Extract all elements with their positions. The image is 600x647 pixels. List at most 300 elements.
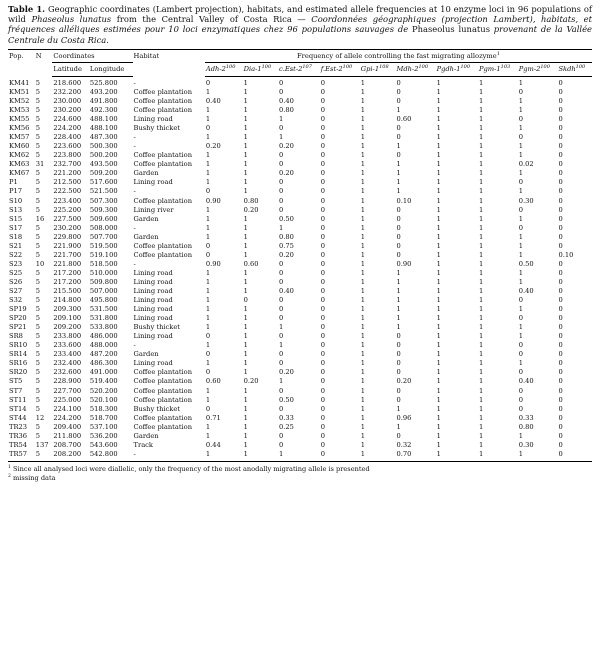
cell-habitat: Bushy thicket: [133, 323, 180, 332]
col-pop-header: Pop.: [8, 49, 35, 76]
cell-skdh: 0: [558, 359, 563, 368]
header-row-2: [8, 62, 592, 76]
table-row: [8, 251, 592, 260]
cell-n: 5: [35, 78, 41, 87]
cell-pop: S17: [9, 223, 23, 232]
cell-adh-2: 1: [205, 178, 211, 187]
cell-skdh: 0: [558, 78, 563, 87]
cell-habitat: Coffee plantation: [133, 413, 193, 422]
cell-c-est-2: 0.25: [278, 422, 294, 431]
cell-skdh: 0: [558, 332, 563, 341]
cell-pgdh-1: 1: [436, 431, 441, 440]
cell-gpi-1: 1: [360, 431, 366, 440]
cell-latitude: 209.200: [53, 323, 82, 332]
cell-mdh-2: 0: [396, 368, 401, 377]
cell-pgdh-1: 1: [436, 450, 478, 462]
cell-longitude: 520.100: [89, 395, 118, 404]
cell-skdh: 0: [558, 124, 563, 133]
cell-f-est-2: 0: [320, 214, 326, 223]
cell-pgm-2: 0: [518, 133, 523, 142]
cell-dia-1: 0.20: [243, 377, 259, 386]
cell-gpi-1: 1: [360, 232, 366, 241]
cell-pgm-1: 1: [479, 413, 484, 422]
cell-f-est-2: 0: [320, 296, 326, 305]
cell-c-est-2: 0.75: [278, 241, 294, 250]
cell-dia-1: 1: [243, 332, 248, 341]
caption-text-en-2: from the Central Valley of Costa Rica —: [111, 14, 312, 25]
cell-pgm-1: 1: [479, 332, 484, 341]
cell-n: 5: [35, 169, 41, 178]
cell-f-est-2: 0: [320, 341, 326, 350]
cell-f-est-2: 0: [320, 377, 326, 386]
cell-adh-2: 1: [205, 160, 211, 169]
cell-adh-2: 0: [205, 187, 211, 196]
table-row: [8, 97, 592, 106]
cell-c-est-2: 0: [278, 431, 284, 440]
cell-f-est-2: 0: [320, 368, 326, 377]
footnote-2-text: missing data: [10, 473, 56, 482]
cell-adh-2: 1: [205, 395, 211, 404]
cell-pop: P1: [9, 178, 18, 187]
cell-latitude: 223.600: [53, 142, 82, 151]
cell-skdh: 0: [558, 106, 563, 115]
cell-pgdh-1: 1: [436, 223, 441, 232]
cell-pgdh-1: 1: [436, 160, 441, 169]
cell-gpi-1: 1: [360, 78, 366, 87]
locus-allele-sup: 100: [460, 63, 471, 70]
cell-f-est-2: 0: [320, 169, 326, 178]
cell-skdh: 0: [558, 386, 563, 395]
table-row: [8, 432, 592, 441]
cell-pop: SP20: [9, 314, 27, 323]
table-row: [8, 115, 592, 124]
cell-n: 5: [35, 124, 41, 133]
col-locus-header: [396, 62, 436, 76]
cell-habitat: Lining road: [133, 268, 173, 277]
cell-mdh-2: 1: [396, 305, 401, 314]
cell-c-est-2: 0.20: [278, 169, 294, 178]
cell-longitude: 519.100: [89, 250, 118, 259]
table-row: [8, 260, 592, 269]
cell-pgm-2: 1: [518, 232, 523, 241]
cell-pgm-2: 0.50: [518, 259, 534, 268]
cell-pgm-2: 1: [518, 106, 523, 115]
cell-gpi-1: 1: [360, 151, 366, 160]
cell-pgm-2: 1: [518, 142, 523, 151]
cell-gpi-1: 1: [360, 250, 366, 259]
cell-latitude: 211.800: [53, 431, 82, 440]
cell-f-est-2: 0: [320, 160, 326, 169]
locus-name: Dia-1: [243, 64, 262, 73]
cell-adh-2: 1: [205, 386, 211, 395]
cell-f-est-2: 0: [320, 386, 326, 395]
cell-pgm-2: 1: [518, 305, 523, 314]
locus-allele-sup: 100: [261, 63, 272, 70]
cell-pgm-2: 1: [518, 97, 523, 105]
cell-adh-2: 0: [205, 78, 211, 87]
locus-allele-sup: 100: [225, 63, 236, 70]
cell-gpi-1: 1: [360, 413, 366, 422]
cell-mdh-2: 0: [396, 205, 401, 214]
cell-n: 5: [35, 87, 41, 96]
cell-longitude: 493.200: [89, 87, 118, 96]
cell-mdh-2: 0: [396, 232, 401, 241]
cell-latitude: 221.200: [53, 169, 82, 178]
cell-n: 5: [35, 332, 41, 341]
col-locus-header: [557, 62, 592, 76]
cell-pgm-1: 1: [479, 323, 484, 332]
cell-habitat: Lining road: [133, 314, 173, 323]
cell-habitat: Lining road: [133, 115, 173, 124]
cell-gpi-1: 1: [360, 323, 366, 332]
cell-habitat: Coffee plantation: [133, 395, 193, 404]
cell-skdh: 0: [558, 305, 563, 314]
cell-gpi-1: 1: [360, 268, 366, 277]
locus-name: Pgdh-1: [436, 64, 461, 73]
table-row: [8, 124, 592, 133]
cell-longitude: 495.800: [89, 296, 118, 305]
cell-dia-1: 1: [243, 323, 248, 332]
cell-f-est-2: 0: [320, 323, 326, 332]
table-row: [8, 350, 592, 359]
cell-skdh: 0: [558, 440, 563, 449]
cell-pgdh-1: 1: [436, 413, 441, 422]
cell-pgdh-1: 1: [436, 350, 441, 359]
cell-f-est-2: 0: [320, 196, 326, 205]
cell-pgm-2: 1: [518, 151, 523, 160]
cell-latitude: 232.600: [53, 368, 82, 377]
cell-gpi-1: 1: [360, 87, 366, 96]
cell-latitude: 225.000: [53, 395, 82, 404]
table-row: [8, 178, 592, 187]
table-row: [8, 396, 592, 405]
cell-latitude: 217.200: [53, 268, 82, 277]
table-row: [8, 197, 592, 206]
cell-pop: SP19: [9, 305, 27, 314]
cell-gpi-1: 1: [360, 422, 366, 431]
cell-latitude: 224.100: [53, 404, 82, 413]
cell-gpi-1: 1: [360, 350, 366, 359]
locus-allele-sup: 100: [575, 63, 586, 70]
cell-gpi-1: 1: [360, 404, 366, 413]
cell-skdh: 0: [558, 87, 563, 96]
cell-skdh: 0.10: [558, 250, 574, 259]
cell-adh-2: 0: [205, 404, 211, 413]
cell-mdh-2: 0: [396, 332, 401, 341]
col-locus-header: [278, 62, 320, 76]
cell-pgdh-1: 1: [436, 296, 441, 305]
col-coordinates-header: Coordinates: [52, 49, 132, 62]
cell-dia-1: 1: [243, 286, 248, 295]
cell-adh-2: 1: [205, 296, 211, 305]
cell-longitude: 488.000: [89, 341, 118, 350]
cell-pop: TR23: [9, 422, 28, 431]
cell-pgdh-1: 1: [436, 286, 441, 295]
cell-mdh-2: 1: [396, 422, 401, 431]
table-row: [8, 368, 592, 377]
cell-adh-2: 1: [205, 277, 211, 286]
cell-pgm-2: 0: [518, 115, 523, 124]
cell-f-est-2: 0: [320, 332, 326, 341]
cell-dia-1: 1: [243, 413, 248, 422]
cell-pgm-2: 1: [518, 241, 523, 250]
cell-pgm-2: 1: [518, 250, 523, 259]
cell-pgm-2: 1: [518, 214, 523, 223]
cell-pgdh-1: 1: [436, 314, 441, 323]
cell-pgm-1: 1: [479, 214, 484, 223]
cell-dia-1: 1: [243, 178, 248, 187]
cell-n: 5: [35, 232, 41, 241]
cell-pop: KM62: [9, 151, 30, 160]
cell-c-est-2: 0.50: [278, 214, 294, 223]
cell-pgm-1: 1: [479, 160, 484, 169]
cell-latitude: 230.200: [53, 223, 82, 232]
cell-pgm-1: 1: [479, 305, 484, 314]
cell-c-est-2: 0.50: [278, 395, 294, 404]
cell-latitude: 208.200: [52, 450, 89, 462]
table-row: [8, 269, 592, 278]
cell-longitude: 510.000: [89, 268, 118, 277]
cell-mdh-2: 0.10: [396, 196, 412, 205]
cell-n: 5: [35, 404, 41, 413]
table-row: [8, 169, 592, 178]
cell-pgdh-1: 1: [436, 359, 441, 368]
cell-latitude: 225.200: [53, 205, 82, 214]
cell-skdh: 0: [558, 314, 563, 323]
cell-latitude: 233.800: [53, 332, 82, 341]
cell-dia-1: 1: [243, 314, 248, 323]
locus-allele-sup: 100: [342, 63, 353, 70]
cell-habitat: Coffee plantation: [133, 250, 193, 259]
cell-latitude: 230.200: [53, 106, 82, 115]
cell-pgm-1: 1: [479, 395, 484, 404]
cell-pgdh-1: 1: [436, 106, 441, 115]
cell-pgm-2: 0: [518, 314, 523, 323]
cell-habitat: Lining road: [133, 296, 173, 305]
locus-allele-sup: 103: [500, 63, 511, 70]
cell-latitude: 228.400: [53, 133, 82, 142]
cell-skdh: 0: [558, 268, 563, 277]
cell-latitude: 217.200: [53, 277, 82, 286]
cell-pgm-2: 0: [518, 368, 523, 377]
cell-pgm-2: 0: [518, 205, 523, 214]
cell-mdh-2: 1: [396, 106, 401, 115]
cell-dia-1: 1: [243, 160, 248, 169]
cell-dia-1: 1: [243, 277, 248, 286]
cell-n: 5: [35, 286, 41, 295]
cell-skdh: 0: [558, 160, 563, 169]
cell-latitude: 208.700: [53, 440, 82, 449]
cell-skdh: 0: [558, 223, 563, 232]
cell-longitude: 491.800: [89, 97, 118, 105]
cell-latitude: 221.900: [53, 241, 82, 250]
locus-name: f.Est-2: [320, 64, 343, 73]
cell-longitude: 507.300: [89, 196, 118, 205]
cell-dia-1: 1: [243, 214, 248, 223]
cell-latitude: 227.700: [53, 386, 82, 395]
cell-c-est-2: 0.20: [278, 250, 294, 259]
cell-c-est-2: 0: [278, 386, 284, 395]
cell-latitude: 232.400: [53, 359, 82, 368]
cell-pgdh-1: 1: [436, 187, 441, 196]
cell-longitude: 531.800: [89, 314, 118, 323]
cell-habitat: Lining road: [133, 286, 173, 295]
cell-f-est-2: 0: [320, 314, 326, 323]
cell-mdh-2: 0: [396, 241, 401, 250]
locus-name: c.Est-2: [278, 64, 303, 73]
cell-mdh-2: 0.32: [396, 440, 412, 449]
cell-longitude: 509.200: [89, 169, 118, 178]
cell-mdh-2: 1: [396, 286, 401, 295]
cell-pgdh-1: 1: [436, 87, 441, 96]
cell-pgm-1: 1: [479, 368, 484, 377]
cell-pgm-1: 1: [479, 133, 484, 142]
cell-latitude: 223.800: [53, 151, 82, 160]
cell-latitude: 228.900: [53, 377, 82, 386]
cell-n: 5: [35, 250, 41, 259]
cell-skdh: 0: [558, 151, 563, 160]
cell-dia-1: 1: [243, 268, 248, 277]
cell-longitude: 519.400: [89, 377, 118, 386]
cell-pgm-1: 1: [479, 286, 484, 295]
table-row: [8, 287, 592, 296]
locus-name: Skdh: [558, 64, 576, 73]
cell-f-est-2: 0: [320, 187, 326, 196]
locus-name: Pgm-1: [479, 64, 501, 73]
cell-adh-2: 1: [205, 323, 211, 332]
cell-c-est-2: 0.40: [278, 286, 294, 295]
cell-mdh-2: 1: [396, 296, 401, 305]
cell-pgm-1: 1: [479, 350, 484, 359]
cell-adh-2: 1: [205, 223, 211, 232]
cell-f-est-2: 0: [320, 178, 326, 187]
col-longitude-header: Longitude: [89, 62, 133, 76]
cell-pop: KM63: [9, 160, 30, 169]
cell-gpi-1: 1: [360, 341, 366, 350]
cell-pgdh-1: 1: [436, 332, 441, 341]
cell-n: 5: [35, 341, 41, 350]
table-row: [8, 133, 592, 142]
cell-pop: ST14: [9, 404, 27, 413]
cell-habitat: Garden: [133, 350, 159, 359]
cell-habitat: Coffee plantation: [133, 106, 193, 115]
cell-adh-2: 0.60: [205, 377, 221, 386]
cell-pgm-2: 0: [518, 404, 523, 413]
cell-pgm-1: 1: [479, 196, 484, 205]
cell-pgdh-1: 1: [436, 259, 441, 268]
table-row: [8, 142, 592, 151]
cell-skdh: 0: [558, 431, 563, 440]
cell-c-est-2: 1: [278, 377, 284, 386]
cell-c-est-2: 1: [278, 341, 284, 350]
table-row: [8, 106, 592, 115]
table-row: [8, 76, 592, 88]
cell-pgdh-1: 1: [436, 377, 441, 386]
cell-adh-2: 0.90: [205, 259, 221, 268]
cell-c-est-2: 0.80: [278, 232, 294, 241]
cell-adh-2: 1: [205, 133, 211, 142]
cell-adh-2: 0.44: [205, 440, 221, 449]
cell-pgm-1: 1: [479, 97, 484, 105]
cell-longitude: 488.100: [89, 115, 118, 124]
cell-longitude: 486.300: [89, 359, 118, 368]
cell-gpi-1: 1: [360, 169, 366, 178]
cell-skdh: 0: [558, 286, 563, 295]
cell-habitat: -: [133, 341, 136, 350]
cell-latitude: 209.100: [53, 314, 82, 323]
cell-habitat: Track: [133, 440, 153, 449]
cell-n: 5: [35, 377, 41, 386]
cell-dia-1: 1: [243, 422, 248, 431]
cell-gpi-1: 1: [360, 440, 366, 449]
cell-dia-1: 1: [243, 440, 248, 449]
cell-pgm-1: 1: [479, 223, 484, 232]
cell-c-est-2: 0.80: [278, 106, 294, 115]
cell-longitude: 507.700: [89, 232, 118, 241]
cell-dia-1: 1: [243, 368, 248, 377]
header-row-1: [8, 49, 592, 62]
cell-longitude: 520.200: [89, 386, 118, 395]
cell-pop: S27: [9, 286, 23, 295]
cell-gpi-1: 1: [360, 178, 366, 187]
cell-skdh: 0: [558, 422, 563, 431]
cell-adh-2: 0: [205, 241, 211, 250]
cell-mdh-2: 1: [396, 314, 401, 323]
table-row: [8, 224, 592, 233]
cell-pgdh-1: 1: [436, 277, 441, 286]
table-row: [8, 206, 592, 215]
cell-gpi-1: 1: [360, 97, 366, 105]
cell-pop: KM56: [9, 124, 30, 133]
cell-habitat: -: [133, 133, 136, 142]
cell-pop: TR57: [8, 450, 35, 462]
cell-c-est-2: 0: [278, 277, 284, 286]
cell-pgm-1: 1: [479, 232, 484, 241]
cell-mdh-2: 0: [396, 341, 401, 350]
frequency-header-sup: 1: [496, 50, 500, 57]
cell-habitat: Lining road: [133, 359, 173, 368]
cell-pgdh-1: 1: [436, 124, 441, 133]
cell-n: 5: [35, 196, 41, 205]
cell-habitat: Garden: [133, 232, 159, 241]
cell-pgm-2: 1: [518, 332, 523, 341]
cell-dia-1: 1: [243, 187, 248, 196]
cell-skdh: 0: [558, 205, 563, 214]
cell-pop: S13: [9, 205, 23, 214]
cell-mdh-2: 1: [396, 169, 401, 178]
cell-n: 5: [35, 450, 53, 462]
cell-f-est-2: 0: [320, 259, 326, 268]
cell-latitude: 224.600: [53, 115, 82, 124]
cell-f-est-2: 0: [320, 422, 326, 431]
cell-gpi-1: 1: [360, 142, 366, 151]
cell-pgdh-1: 1: [436, 268, 441, 277]
cell-pgdh-1: 1: [436, 178, 441, 187]
table-row: [8, 450, 592, 462]
cell-n: 5: [35, 115, 41, 124]
cell-c-est-2: 0.33: [278, 413, 294, 422]
cell-adh-2: 0: [205, 332, 211, 341]
col-locus-header: [243, 62, 278, 76]
cell-n: 5: [35, 178, 41, 187]
caption-text-fr-2: provenant de la Vallée Centrale du Costa Rica.: [8, 24, 592, 45]
cell-c-est-2: 0: [278, 259, 284, 268]
cell-adh-2: 1: [205, 305, 211, 314]
cell-mdh-2: 0: [396, 124, 401, 133]
cell-pop: P17: [9, 187, 23, 196]
cell-mdh-2: 1: [396, 277, 401, 286]
cell-skdh: 0: [558, 196, 563, 205]
